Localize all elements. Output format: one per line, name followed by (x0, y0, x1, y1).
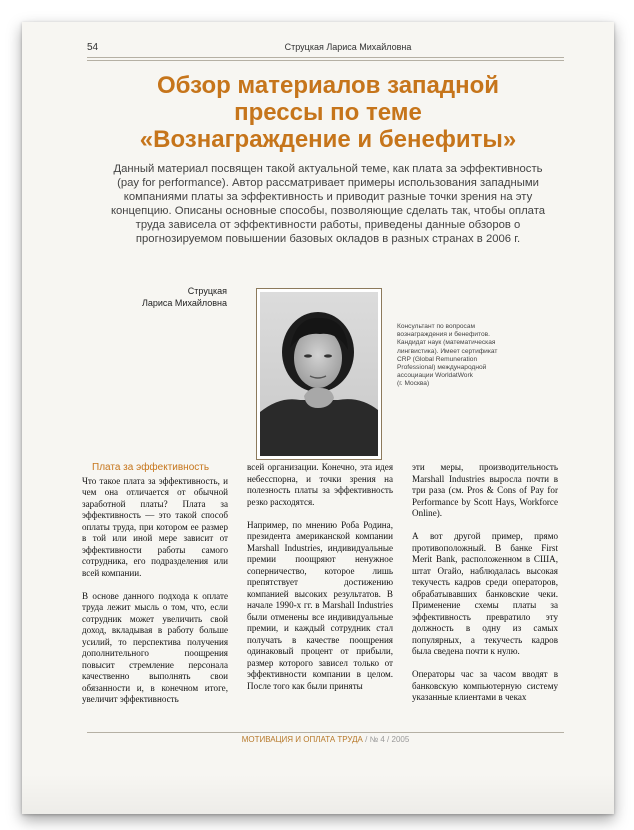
author-portrait-image (260, 292, 378, 456)
bio-line: лингвистика). Имеет сертификат (397, 347, 498, 355)
bio-line: вознаграждения и бенефитов. (397, 331, 490, 339)
page-number: 54 (87, 42, 99, 53)
paragraph: Например, по мнению Роба Родина, президента американской компании Marshall Industries, индивидуальные премии поощряют ненужное соперничество, которое лишь препятствует достижению компанией высоких результатов. В начале 1990-х гг. в Marshall Industries были отменены все индивидуальные премии, и каждый сотрудник стал получать в качестве поощрения одинаковый процент от прибыли, размер которого зависел только от эффективности компании в целом. После того как были приняты (247, 519, 393, 691)
article-column-2 (247, 462, 393, 704)
article-title: Обзор материалов западной прессы по теме «Вознаграждение и бенефиты» (139, 72, 517, 153)
author-bio (397, 323, 537, 389)
author-byline (112, 285, 227, 309)
running-head: Струцкая Лариса Михайловна (284, 42, 412, 52)
author-given-names: Лариса Михайловна (141, 298, 227, 308)
magazine-page (22, 22, 614, 814)
article-column-1 (82, 462, 228, 717)
bio-line: (г. Москва) (397, 380, 430, 388)
footer-rule (87, 732, 564, 733)
footer (87, 735, 564, 744)
bio-line: Professional) международной (397, 364, 487, 372)
author-surname: Струцкая (187, 286, 227, 296)
header-rule-secondary (87, 60, 564, 61)
paragraph: В основе данного подхода к оплате труда лежит мысль о том, что, если сотрудник может увеличить свой доход, вкладывая в работу больше усилий, то перспектива получения дополнительного поощрения повысит стремление персонала качественно выполнять свои обязанности и, в конечном итоге, увеличит эффективность (82, 590, 228, 704)
author-photo (256, 288, 382, 460)
bio-line: Консультант по вопросам (397, 323, 476, 330)
bio-line: Кандидат наук (математическая (397, 339, 496, 347)
paragraph: всей организации. Конечно, эта идея небесспорна, и точки зрения на полезность платы за эффективность резко расходятся. (247, 462, 393, 507)
article-lead: Данный материал посвящен такой актуальной теме, как плата за эффективность (pay for performance). Автор рассматривает примеры использования западными компаниями платы за эффективность и приводит разные точки зрения на эту концепцию. Описаны основные способы, позволяющие сделать так, чтобы оплата труда зависела от эффективности работы, приведены данные обзоров о прогнозируемом повышении базовых окладов в разных странах в 2006 г. (110, 163, 546, 245)
section-heading: Плата за эффективность (92, 462, 210, 473)
paragraph: Операторы час за часом вводят в банковскую компьютерную систему указанные клиентами в чеках (412, 669, 558, 702)
header-rule (87, 57, 564, 58)
footer-issue: / № 4 / 2005 (362, 735, 410, 744)
paragraph: А вот другой пример, прямо противоположный. В банке First Merit Bank, расположенном в США, штат Огайо, наблюдалась высокая текучесть кадров среди операторов, обрабатывавших банковские чеки. Применение схемы платы за эффективность превратило эту должность в одну из самых популярных, а текучесть кадров была сведена почти к нулю. (412, 531, 558, 656)
paragraph: эти меры, производительность Marshall Industries выросла почти в три раза (см. Pros & Cons of Pay for Performance by Scott Hays, Workforce Online). (412, 462, 558, 518)
bio-line: ассоциации WorldatWork (397, 372, 473, 380)
bio-line: CRP (Global Remuneration (397, 355, 478, 363)
paragraph: Что такое плата за эффективность, и чем она отличается от обычной заработной платы? Плата за эффективность — это такой способ оплаты труда, при котором ее размер в той или иной мере зависит от эффективности работы самого сотрудника, его подразделения или всей компании. (82, 475, 228, 578)
article-column-3 (412, 462, 558, 715)
footer-magazine-name: МОТИВАЦИЯ И ОПЛАТА ТРУДА (241, 735, 363, 744)
